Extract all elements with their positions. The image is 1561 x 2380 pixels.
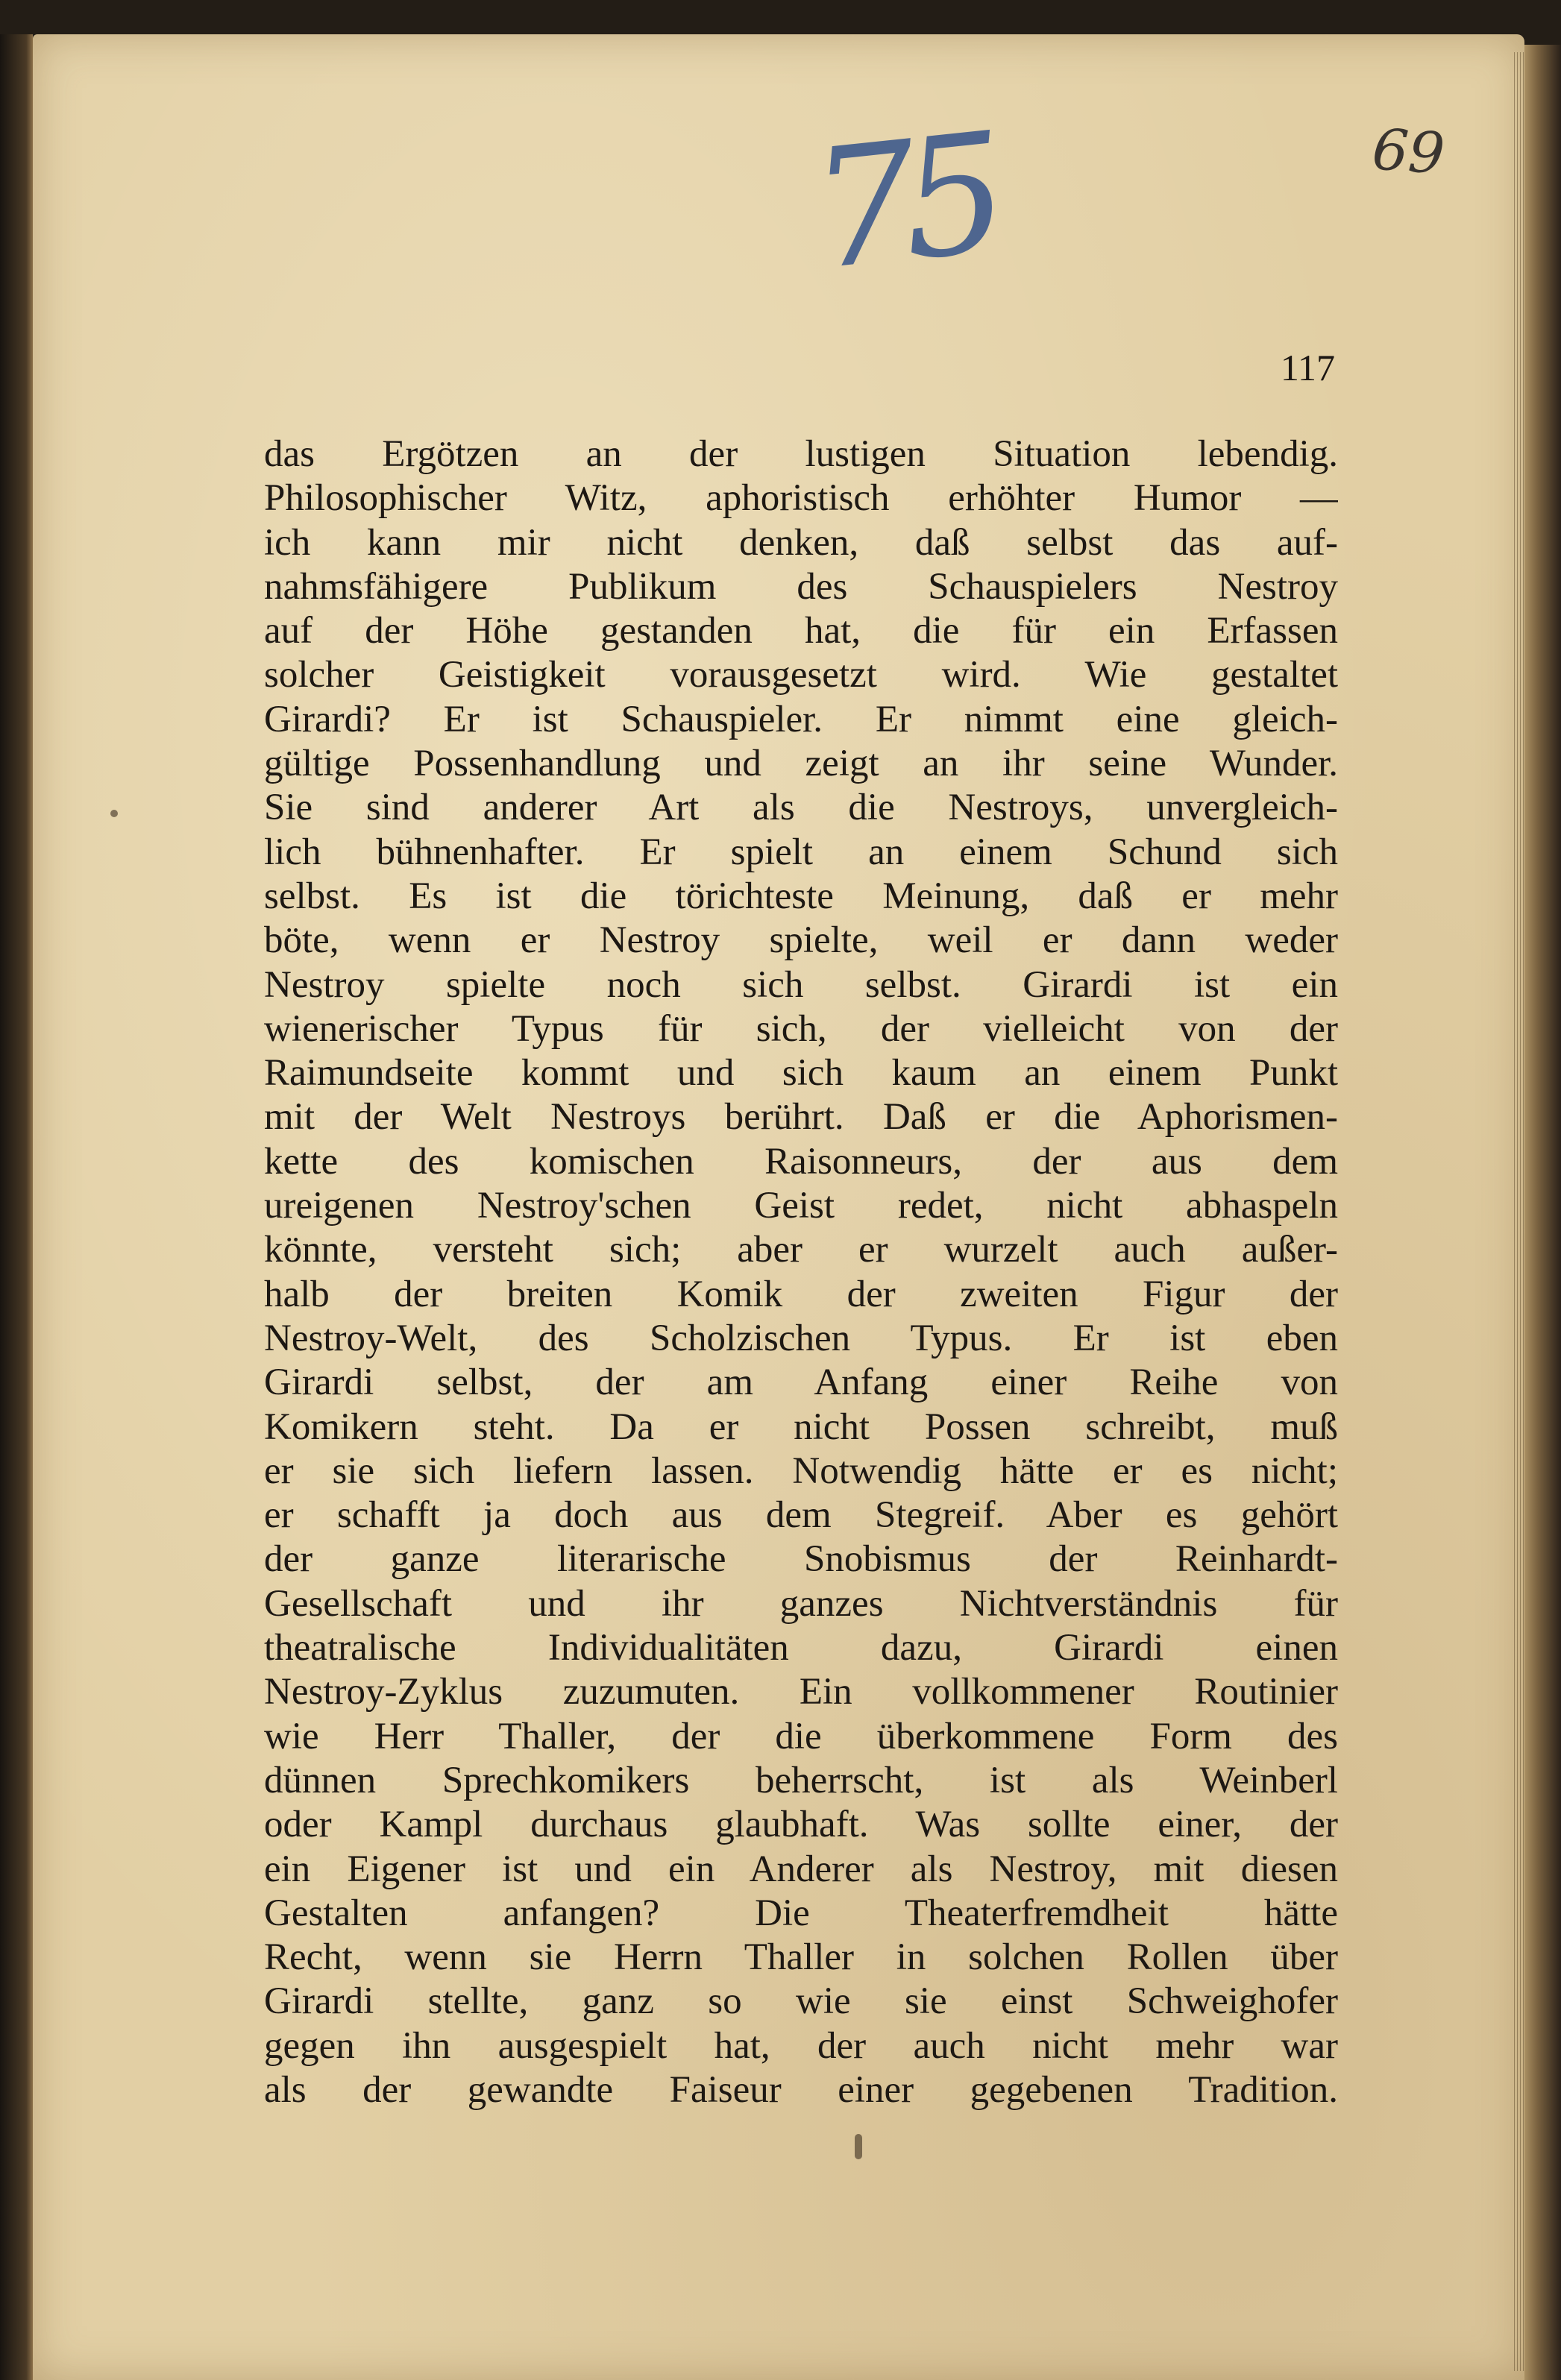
text-line: Raimundseite kommt und sich kaum an einem Punkt [264,1052,1338,1095]
text-line: gültige Possenhandlung und zeigt an ihr seine Wunder. [264,743,1338,785]
text-line: auf der Höhe gestanden hat, die für ein Erfassen [264,610,1338,652]
text-line: er sie sich liefern lassen. Notwendig hätte er es nicht; [264,1449,1338,1492]
text-line: theatralische Individualitäten dazu, Girardi einen [264,1627,1338,1669]
text-line: als der gewandte Faiseur einer gegebenen Tradition. [264,2068,1338,2111]
text-line: lich bühnenhafter. Er spielt an einem Schund sich [264,831,1338,873]
text-line: Girardi stellte, ganz so wie sie einst Schweighofer [264,1980,1338,2023]
text-line: der ganze literarische Snobismus der Reinhardt- [264,1538,1338,1581]
text-line: solcher Geistigkeit vorausgesetzt wird. Wie gestaltet [264,654,1338,696]
body-text [264,432,1338,2132]
text-line: Sie sind anderer Art als die Nestroys, unvergleich- [264,787,1338,829]
text-line: ich kann mir nicht denken, daß selbst das auf- [264,521,1338,564]
text-line: oder Kampl durchaus glaubhaft. Was sollte einer, der [264,1804,1338,1846]
text-line: Philosophischer Witz, aphoristisch erhöhter Humor — [264,477,1338,520]
text-line: Nestroy-Zyklus zuzumuten. Ein vollkommener Routinier [264,1671,1338,1713]
text-line: halb der breiten Komik der zweiten Figur der [264,1273,1338,1315]
text-line: Gesellschaft und ihr ganzes Nichtverständnis für [264,1582,1338,1625]
text-line: mit der Welt Nestroys berührt. Daß er die Aphorismen- [264,1096,1338,1139]
text-line: böte, wenn er Nestroy spielte, weil er dann weder [264,919,1338,962]
text-line: wie Herr Thaller, der die überkommene Form des [264,1715,1338,1757]
page-number: 117 [1280,347,1335,388]
text-line: Gestalten anfangen? Die Theaterfremdheit hätte [264,1892,1338,1934]
handwritten-archive-number: 75 [803,98,1002,306]
text-line: dünnen Sprechkomikers beherrscht, ist als Weinberl [264,1759,1338,1801]
text-line: er schafft ja doch aus dem Stegreif. Aber es gehört [264,1494,1338,1537]
book-gutter [0,34,33,2380]
ink-speck [110,810,118,817]
text-line: wienerischer Typus für sich, der vielleicht von der [264,1007,1338,1050]
text-line: Komikern steht. Da er nicht Possen schreibt, muß [264,1405,1338,1448]
page-edge [1521,45,1561,2380]
text-line: nahmsfähigere Publikum des Schauspielers Nestroy [264,565,1338,608]
text-line: Girardi selbst, der am Anfang einer Reihe von [264,1361,1338,1404]
text-line: ureigenen Nestroy'schen Geist redet, nicht abhaspeln [264,1185,1338,1227]
ink-speck [855,2134,862,2159]
text-line: könnte, versteht sich; aber er wurzelt auch außer- [264,1229,1338,1271]
text-line: ein Eigener ist und ein Anderer als Nestroy, mit diesen [264,1848,1338,1890]
text-line: Nestroy-Welt, des Scholzischen Typus. Er ist eben [264,1317,1338,1359]
handwritten-folio-number: 69 [1370,116,1447,187]
text-line: selbst. Es ist die törichteste Meinung, daß er mehr [264,875,1338,917]
page-stack-lines [1514,52,1524,2371]
text-line: Girardi? Er ist Schauspieler. Er nimmt eine gleich- [264,698,1338,740]
text-line: das Ergötzen an der lustigen Situation lebendig. [264,433,1338,475]
text-line: kette des komischen Raisonneurs, der aus dem [264,1140,1338,1183]
text-line: Recht, wenn sie Herrn Thaller in solchen Rollen über [264,1936,1338,1979]
text-line: gegen ihn ausgespielt hat, der auch nicht mehr war [264,2024,1338,2067]
text-line: Nestroy spielte noch sich selbst. Girardi ist ein [264,963,1338,1006]
